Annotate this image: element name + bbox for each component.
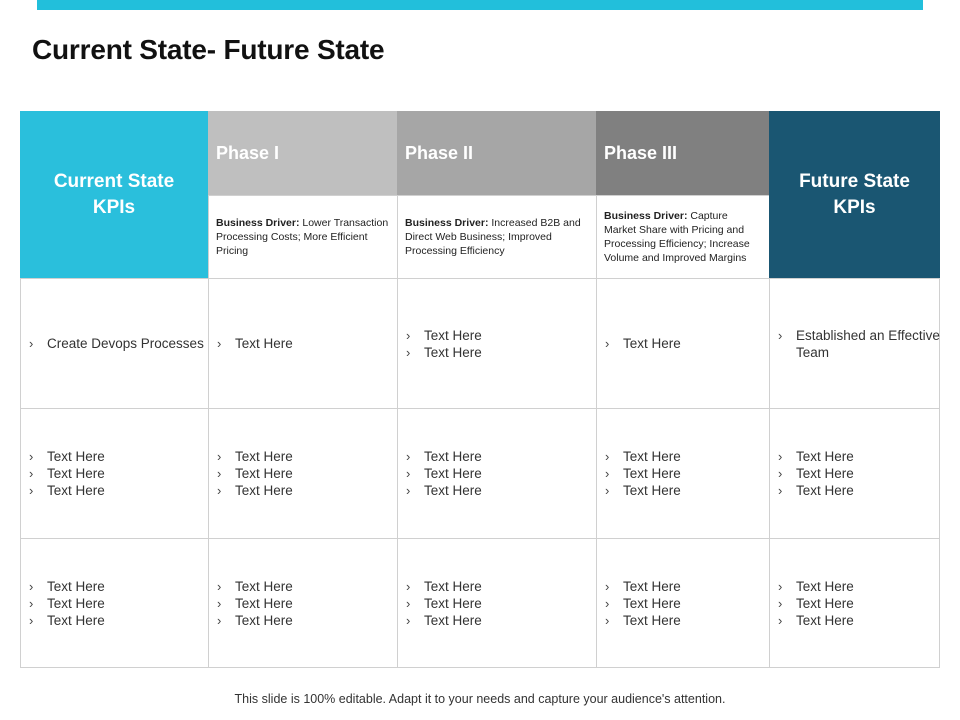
chevron-right-icon: ›	[406, 483, 411, 498]
table-cell-phase-2	[397, 278, 596, 408]
list-item-text: Established an Effective Team	[796, 327, 940, 360]
chevron-right-icon: ›	[605, 449, 610, 464]
phase-1-business-driver	[208, 195, 397, 278]
chevron-right-icon: ›	[605, 579, 610, 594]
bullet-list	[217, 448, 293, 499]
list-item-text: Text Here	[796, 596, 854, 611]
state-table	[20, 111, 940, 668]
list-item	[605, 448, 681, 465]
table-cell-future-kpi	[769, 538, 940, 668]
bullet-list	[778, 327, 940, 361]
list-item-text: Text Here	[424, 327, 482, 343]
chevron-right-icon: ›	[29, 596, 34, 611]
chevron-right-icon: ›	[29, 483, 34, 498]
list-item	[778, 578, 854, 595]
chevron-right-icon: ›	[29, 449, 34, 464]
chevron-right-icon: ›	[778, 327, 783, 343]
list-item	[406, 327, 482, 344]
bullet-list	[605, 335, 681, 352]
current-state-kpis-header: Current State KPIs	[20, 111, 208, 278]
list-item	[29, 448, 105, 465]
list-item	[29, 612, 105, 629]
list-item	[778, 448, 854, 465]
chevron-right-icon: ›	[406, 327, 411, 343]
bullet-list	[605, 448, 681, 499]
list-item	[29, 335, 204, 352]
chevron-right-icon: ›	[29, 579, 34, 594]
chevron-right-icon: ›	[778, 579, 783, 594]
list-item-text: Text Here	[235, 579, 293, 594]
business-driver-text: Capture Market Share with Pricing and Processing Efficiency; Increase Volume and Improved Margins	[604, 210, 750, 264]
chevron-right-icon: ›	[778, 449, 783, 464]
table-cell-current-kpi	[20, 408, 208, 538]
list-item	[778, 327, 940, 361]
chevron-right-icon: ›	[217, 483, 222, 498]
list-item	[605, 482, 681, 499]
table-cell-current-kpi	[20, 538, 208, 668]
chevron-right-icon: ›	[29, 613, 34, 628]
footer-note: This slide is 100% editable. Adapt it to your needs and capture your audience's attention.	[234, 692, 726, 706]
list-item	[217, 465, 293, 482]
list-item-text: Text Here	[424, 466, 482, 481]
page-title: Current State- Future State	[32, 34, 385, 65]
chevron-right-icon: ›	[778, 466, 783, 481]
phase-2-header: Phase II	[397, 111, 596, 195]
list-item-text: Text Here	[623, 579, 681, 594]
list-item-text: Text Here	[47, 613, 105, 628]
business-driver-label: Business Driver:	[604, 210, 688, 222]
list-item-text: Text Here	[235, 613, 293, 628]
chevron-right-icon: ›	[605, 483, 610, 498]
list-item-text: Text Here	[47, 596, 105, 611]
list-item	[217, 335, 293, 352]
chevron-right-icon: ›	[217, 613, 222, 628]
list-item-text: Text Here	[235, 466, 293, 481]
list-item	[778, 465, 854, 482]
list-item	[406, 448, 482, 465]
list-item	[217, 482, 293, 499]
list-item	[406, 482, 482, 499]
list-item-text: Text Here	[796, 579, 854, 594]
table-cell-future-kpi	[769, 278, 940, 408]
table-cell-future-kpi	[769, 408, 940, 538]
bullet-list	[29, 335, 204, 352]
list-item	[406, 612, 482, 629]
list-item-text: Text Here	[235, 483, 293, 498]
table-cell-phase-3	[596, 408, 769, 538]
list-item	[605, 465, 681, 482]
list-item-text: Text Here	[424, 613, 482, 628]
list-item-text: Text Here	[424, 596, 482, 611]
table-cell-phase-2	[397, 408, 596, 538]
list-item-text: Text Here	[623, 483, 681, 498]
list-item	[217, 578, 293, 595]
list-item-text: Text Here	[796, 466, 854, 481]
list-item	[778, 595, 854, 612]
list-item	[778, 612, 854, 629]
phase-3-business-driver	[596, 195, 769, 278]
chevron-right-icon: ›	[605, 466, 610, 481]
list-item-text: Text Here	[47, 483, 105, 498]
list-item	[29, 595, 105, 612]
list-item-text: Text Here	[796, 449, 854, 464]
bullet-list	[778, 578, 854, 629]
bullet-list	[778, 448, 854, 499]
list-item-text: Text Here	[623, 466, 681, 481]
chevron-right-icon: ›	[778, 483, 783, 498]
list-item	[605, 595, 681, 612]
list-item	[217, 448, 293, 465]
chevron-right-icon: ›	[406, 613, 411, 628]
chevron-right-icon: ›	[217, 579, 222, 594]
bullet-list	[29, 578, 105, 629]
list-item-text: Text Here	[623, 336, 681, 351]
bullet-list	[217, 578, 293, 629]
list-item-text: Text Here	[424, 344, 482, 360]
chevron-right-icon: ›	[605, 613, 610, 628]
list-item-text: Text Here	[424, 579, 482, 594]
list-item-text: Create Devops Processes	[47, 336, 204, 351]
chevron-right-icon: ›	[217, 596, 222, 611]
bullet-list	[406, 327, 482, 361]
bullet-list	[406, 578, 482, 629]
table-cell-phase-1	[208, 278, 397, 408]
list-item	[605, 335, 681, 352]
chevron-right-icon: ›	[406, 596, 411, 611]
list-item-text: Text Here	[47, 466, 105, 481]
phase-3-header: Phase III	[596, 111, 769, 195]
list-item-text: Text Here	[235, 336, 293, 351]
list-item	[406, 344, 482, 361]
bullet-list	[29, 448, 105, 499]
chevron-right-icon: ›	[605, 336, 610, 351]
chevron-right-icon: ›	[778, 596, 783, 611]
list-item-text: Text Here	[235, 449, 293, 464]
chevron-right-icon: ›	[217, 336, 222, 351]
list-item-text: Text Here	[424, 483, 482, 498]
chevron-right-icon: ›	[605, 596, 610, 611]
business-driver-text: Increased B2B and Direct Web Business; Improved Processing Efficiency	[405, 217, 581, 257]
chevron-right-icon: ›	[406, 579, 411, 594]
list-item	[605, 578, 681, 595]
list-item-text: Text Here	[623, 613, 681, 628]
chevron-right-icon: ›	[406, 344, 411, 360]
table-cell-phase-2	[397, 538, 596, 668]
bullet-list	[406, 448, 482, 499]
list-item	[406, 595, 482, 612]
list-item-text: Text Here	[47, 449, 105, 464]
list-item-text: Text Here	[796, 613, 854, 628]
chevron-right-icon: ›	[406, 449, 411, 464]
list-item	[217, 595, 293, 612]
table-cell-phase-3	[596, 278, 769, 408]
business-driver-label: Business Driver:	[405, 217, 489, 229]
list-item-text: Text Here	[424, 449, 482, 464]
business-driver-label: Business Driver:	[216, 217, 300, 229]
phase-1-header: Phase I	[208, 111, 397, 195]
list-item	[29, 465, 105, 482]
list-item	[406, 465, 482, 482]
table-cell-phase-1	[208, 538, 397, 668]
list-item-text: Text Here	[235, 596, 293, 611]
phase-2-business-driver	[397, 195, 596, 278]
chevron-right-icon: ›	[217, 466, 222, 481]
list-item	[605, 612, 681, 629]
bullet-list	[605, 578, 681, 629]
list-item	[29, 578, 105, 595]
chevron-right-icon: ›	[406, 466, 411, 481]
chevron-right-icon: ›	[217, 449, 222, 464]
chevron-right-icon: ›	[778, 613, 783, 628]
list-item	[406, 578, 482, 595]
list-item-text: Text Here	[796, 483, 854, 498]
future-state-kpis-header: Future State KPIs	[769, 111, 940, 278]
list-item-text: Text Here	[623, 449, 681, 464]
list-item	[217, 612, 293, 629]
bullet-list	[217, 335, 293, 352]
list-item-text: Text Here	[623, 596, 681, 611]
list-item	[778, 482, 854, 499]
chevron-right-icon: ›	[29, 466, 34, 481]
top-accent-bar	[37, 0, 923, 10]
list-item	[29, 482, 105, 499]
table-cell-phase-3	[596, 538, 769, 668]
chevron-right-icon: ›	[29, 336, 34, 351]
table-cell-phase-1	[208, 408, 397, 538]
table-cell-current-kpi	[20, 278, 208, 408]
list-item-text: Text Here	[47, 579, 105, 594]
business-driver-text: Lower Transaction Processing Costs; More Efficient Pricing	[216, 217, 389, 257]
